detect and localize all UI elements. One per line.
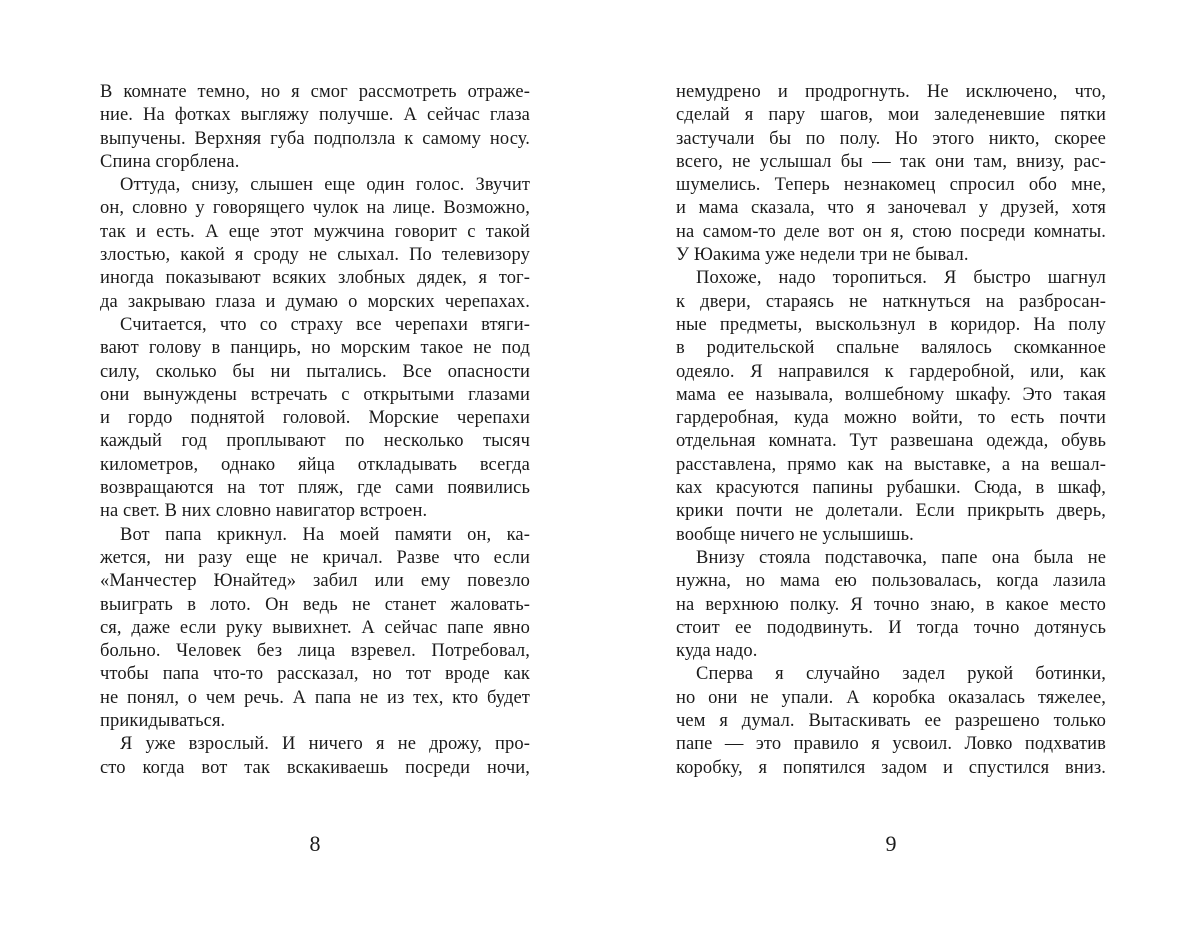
text-line: коробку, я попятился задом и спустился вниз.	[676, 757, 1106, 778]
text-line: вают голову в панцирь, но морским такое не под	[100, 338, 530, 359]
text-line: ние. На фотках выгляжу получше. А сейчас глаза	[100, 105, 530, 126]
text-line: стоит ее пододвинуть. И тогда точно дотянусь	[676, 617, 1106, 638]
text-line: отдельная комната. Тут развешана одежда, обувь	[676, 431, 1106, 452]
text-line: «Манчестер Юнайтед» забил или ему повезло	[100, 571, 530, 592]
text-line: больно. Человек без лица взревел. Потребовал,	[100, 641, 530, 662]
text-line: ках красуются папины рубашки. Сюда, в шкаф,	[676, 478, 1106, 499]
text-line: В комнате темно, но я смог рассмотреть отраже-	[100, 82, 530, 102]
right-page-text	[676, 81, 1106, 780]
text-line: выпучены. Верхняя губа подползла к самому носу.	[100, 128, 530, 149]
text-line: и гордо поднятой головой. Морские черепахи	[100, 408, 530, 429]
text-line: злостью, какой я сроду не слыхал. По телевизору	[100, 245, 530, 266]
text-line: ся, даже если руку вывихнет. А сейчас папе явно	[100, 617, 530, 638]
text-line: он, словно у говорящего чулок на лице. Возможно,	[100, 198, 530, 219]
page-number: 9	[885, 831, 897, 856]
text-line: Сперва я случайно задел рукой ботинки,	[696, 664, 1106, 685]
text-line: чем я думал. Вытаскивать ее разрешено только	[676, 711, 1106, 732]
text-line: к двери, стараясь не наткнуться на разбросан-	[676, 291, 1106, 312]
text-line: каждый год проплывают по несколько тысяч	[100, 431, 530, 452]
text-line: Спина сгорблена.	[100, 151, 240, 172]
text-line: куда надо.	[676, 641, 758, 662]
left-page-text	[100, 81, 530, 780]
text-line: Вот папа крикнул. На моей памяти он, ка-	[120, 524, 530, 545]
text-line: чтобы папа что-то рассказал, но тот вроде как	[100, 664, 530, 685]
text-line: сто когда вот так вскакиваешь посреди ночи,	[100, 757, 530, 778]
text-line: но они не упали. А коробка оказалась тяжелее,	[676, 687, 1106, 708]
text-line: иногда показывают всяких злобных дядек, я тог-	[100, 268, 530, 289]
page-number: 8	[309, 831, 321, 856]
text-line: Я уже взрослый. И ничего я не дрожу, про-	[120, 734, 530, 755]
text-line: крики почти не долетали. Если прикрыть дверь,	[676, 501, 1106, 522]
text-line: гардеробная, куда можно войти, то есть почти	[676, 408, 1106, 429]
text-line: немудрено и продрогнуть. Не исключено, что,	[676, 82, 1106, 102]
text-line: Считается, что со страху все черепахи втяги-	[120, 314, 530, 335]
text-line: и мама сказала, что я заночевал у друзей, хотя	[676, 198, 1106, 219]
text-line: в родительской спальне валялось скомканное	[676, 338, 1106, 359]
text-line: километров, однако яйца откладывать всегда	[100, 454, 530, 475]
text-line: Оттуда, снизу, слышен еще один голос. Звучит	[120, 175, 530, 196]
text-line: расставлена, прямо как на выставке, а на вешал-	[676, 454, 1106, 475]
text-line: выиграть в лото. Он ведь не станет жаловать-	[100, 594, 530, 615]
text-line: силу, сколько бы ни пытались. Все опасности	[100, 361, 530, 382]
text-line: на свет. В них словно навигатор встроен.	[100, 501, 428, 522]
text-line: мама ее называла, волшебному шкафу. Это такая	[676, 384, 1106, 405]
text-line: нужна, но мама ею пользовалась, когда лазила	[676, 571, 1106, 592]
text-line: да закрываю глаза и думаю о морских черепахах.	[100, 291, 530, 312]
text-line: не понял, о чем речь. А папа не из тех, кто будет	[100, 687, 530, 708]
text-line: на самом-то деле вот он я, стою посреди комнаты.	[676, 221, 1106, 242]
text-line: папе — это правило я усвоил. Ловко подхватив	[676, 734, 1106, 755]
text-line: одеяло. Я направился к гардеробной, или, как	[676, 361, 1106, 382]
text-line: У Юакима уже недели три не бывал.	[676, 245, 969, 266]
text-line: на верхнюю полку. Я точно знаю, в какое место	[676, 594, 1106, 615]
text-line: Похоже, надо торопиться. Я быстро шагнул	[696, 268, 1106, 289]
text-line: вообще ничего не услышишь.	[676, 524, 914, 545]
text-line: Внизу стояла подставочка, папе она была не	[696, 547, 1106, 568]
text-line: застучали бы по полу. Но этого никто, скорее	[676, 128, 1106, 149]
text-line: ные предметы, выскользнул в коридор. На полу	[676, 314, 1106, 335]
text-line: возвращаются на тот пляж, где сами появились	[100, 478, 530, 499]
text-line: сделай я пару шагов, мои заледеневшие пятки	[676, 105, 1106, 126]
text-line: жется, ни разу еще не кричал. Разве что если	[100, 547, 530, 568]
text-line: так и есть. А еще этот мужчина говорит с такой	[100, 221, 530, 242]
text-line: шумелись. Теперь незнакомец спросил обо мне,	[676, 175, 1106, 196]
text-line: прикидываться.	[100, 711, 226, 732]
text-line: они вынуждены встречать с открытыми глазами	[100, 384, 530, 405]
text-line: всего, не услышал бы — так они там, внизу, рас-	[676, 151, 1106, 172]
